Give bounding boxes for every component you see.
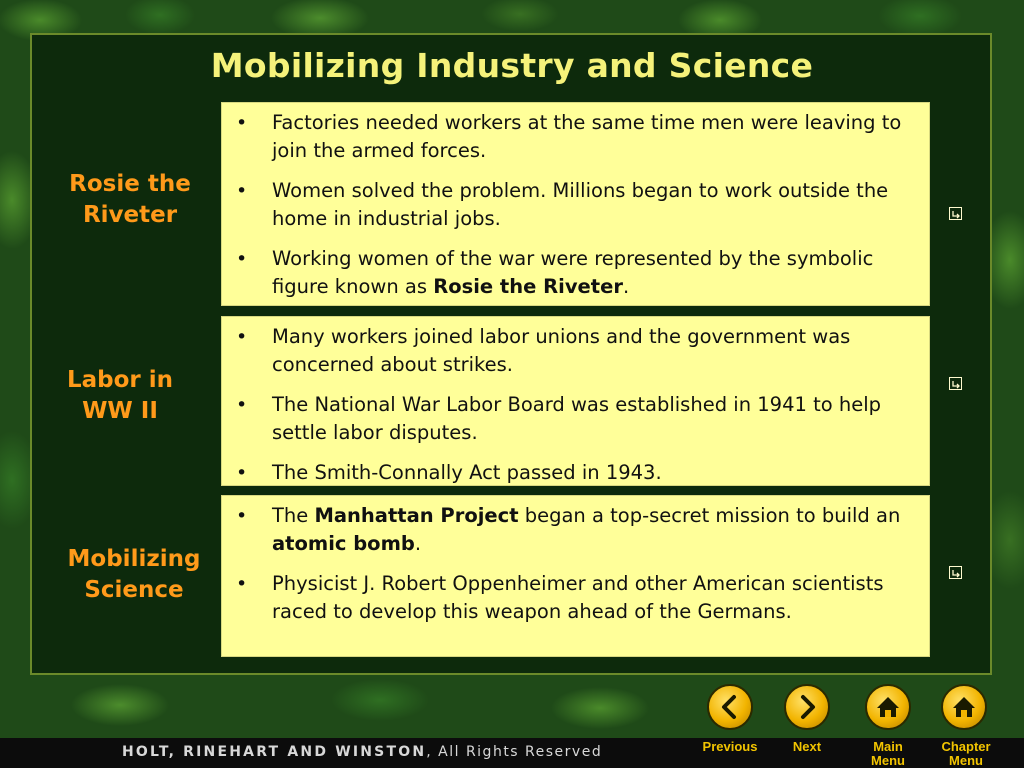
slide-title: Mobilizing Industry and Science — [210, 46, 814, 85]
hyperlink-icon-science[interactable] — [949, 566, 962, 579]
section-label-labor — [45, 365, 195, 427]
chevron-left-icon — [724, 697, 734, 717]
bullet-item: • Physicist J. Robert Oppenheimer and other American scientists raced to develop this weapon ahead of the Germans. — [230, 570, 917, 626]
bullet-item: • The Smith-Connally Act passed in 1943. — [230, 459, 917, 487]
rights-text: , All Rights Reserved — [426, 744, 603, 760]
main-menu-label-line[interactable]: Menu — [871, 753, 905, 768]
chapter-menu-button[interactable] — [941, 684, 987, 730]
hyperlink-icon-labor[interactable] — [949, 377, 962, 390]
next-button[interactable] — [784, 684, 830, 730]
section-label-line: Science — [84, 577, 184, 603]
chapter-menu-label[interactable] — [930, 740, 1002, 768]
bullet-item: • The National War Labor Board was established in 1941 to help settle labor disputes. — [230, 391, 917, 447]
copyright-text — [122, 744, 602, 760]
next-label[interactable]: Next — [792, 739, 822, 754]
section-label-line: Riveter — [82, 202, 178, 228]
section-label-line: Mobilizing — [67, 546, 201, 572]
bullet-text: . — [622, 275, 630, 298]
bullet-item — [230, 245, 917, 301]
chevron-right-icon — [803, 697, 813, 717]
bullet-text: Working women of the war were represented by the symbolic figure known as — [272, 247, 874, 298]
main-menu-label-line[interactable]: Main — [873, 739, 903, 754]
section-label-rosie — [55, 169, 205, 231]
hyperlink-icon-rosie[interactable] — [949, 207, 962, 220]
previous-button[interactable] — [707, 684, 753, 730]
section-label-line: WW II — [82, 398, 158, 424]
previous-label[interactable]: Previous — [702, 739, 758, 754]
bullet-box-rosie — [221, 102, 930, 306]
bullet-box-science — [221, 495, 930, 657]
bullet-bold-text: Manhattan Project — [314, 504, 519, 527]
chapter-menu-label-line[interactable]: Chapter — [941, 739, 991, 754]
publisher-name: HOLT, RINEHART AND WINSTON — [122, 744, 427, 760]
section-label-line: Rosie the — [69, 171, 191, 197]
bullet-box-labor — [221, 316, 930, 486]
bullet-bold-text: Rosie the Riveter — [433, 275, 623, 298]
bullet-text: . — [414, 532, 422, 555]
bullet-item — [230, 502, 917, 558]
bullet-text: The — [272, 504, 315, 527]
bullet-bold-text: atomic bomb — [272, 532, 415, 555]
bullet-item: • Women solved the problem. Millions began to work outside the home in industrial jobs. — [230, 177, 917, 233]
main-menu-button[interactable] — [865, 684, 911, 730]
chapter-menu-label-line[interactable]: Menu — [949, 753, 983, 768]
section-label-science — [59, 544, 209, 606]
bullet-text: began a top-secret mission to build an — [518, 504, 901, 527]
bullet-item: • Factories needed workers at the same time men were leaving to join the armed forces. — [230, 109, 917, 165]
bullet-item: • Many workers joined labor unions and the government was concerned about strikes. — [230, 323, 917, 379]
section-label-line: Labor in — [66, 367, 174, 393]
main-menu-label[interactable] — [857, 740, 919, 768]
